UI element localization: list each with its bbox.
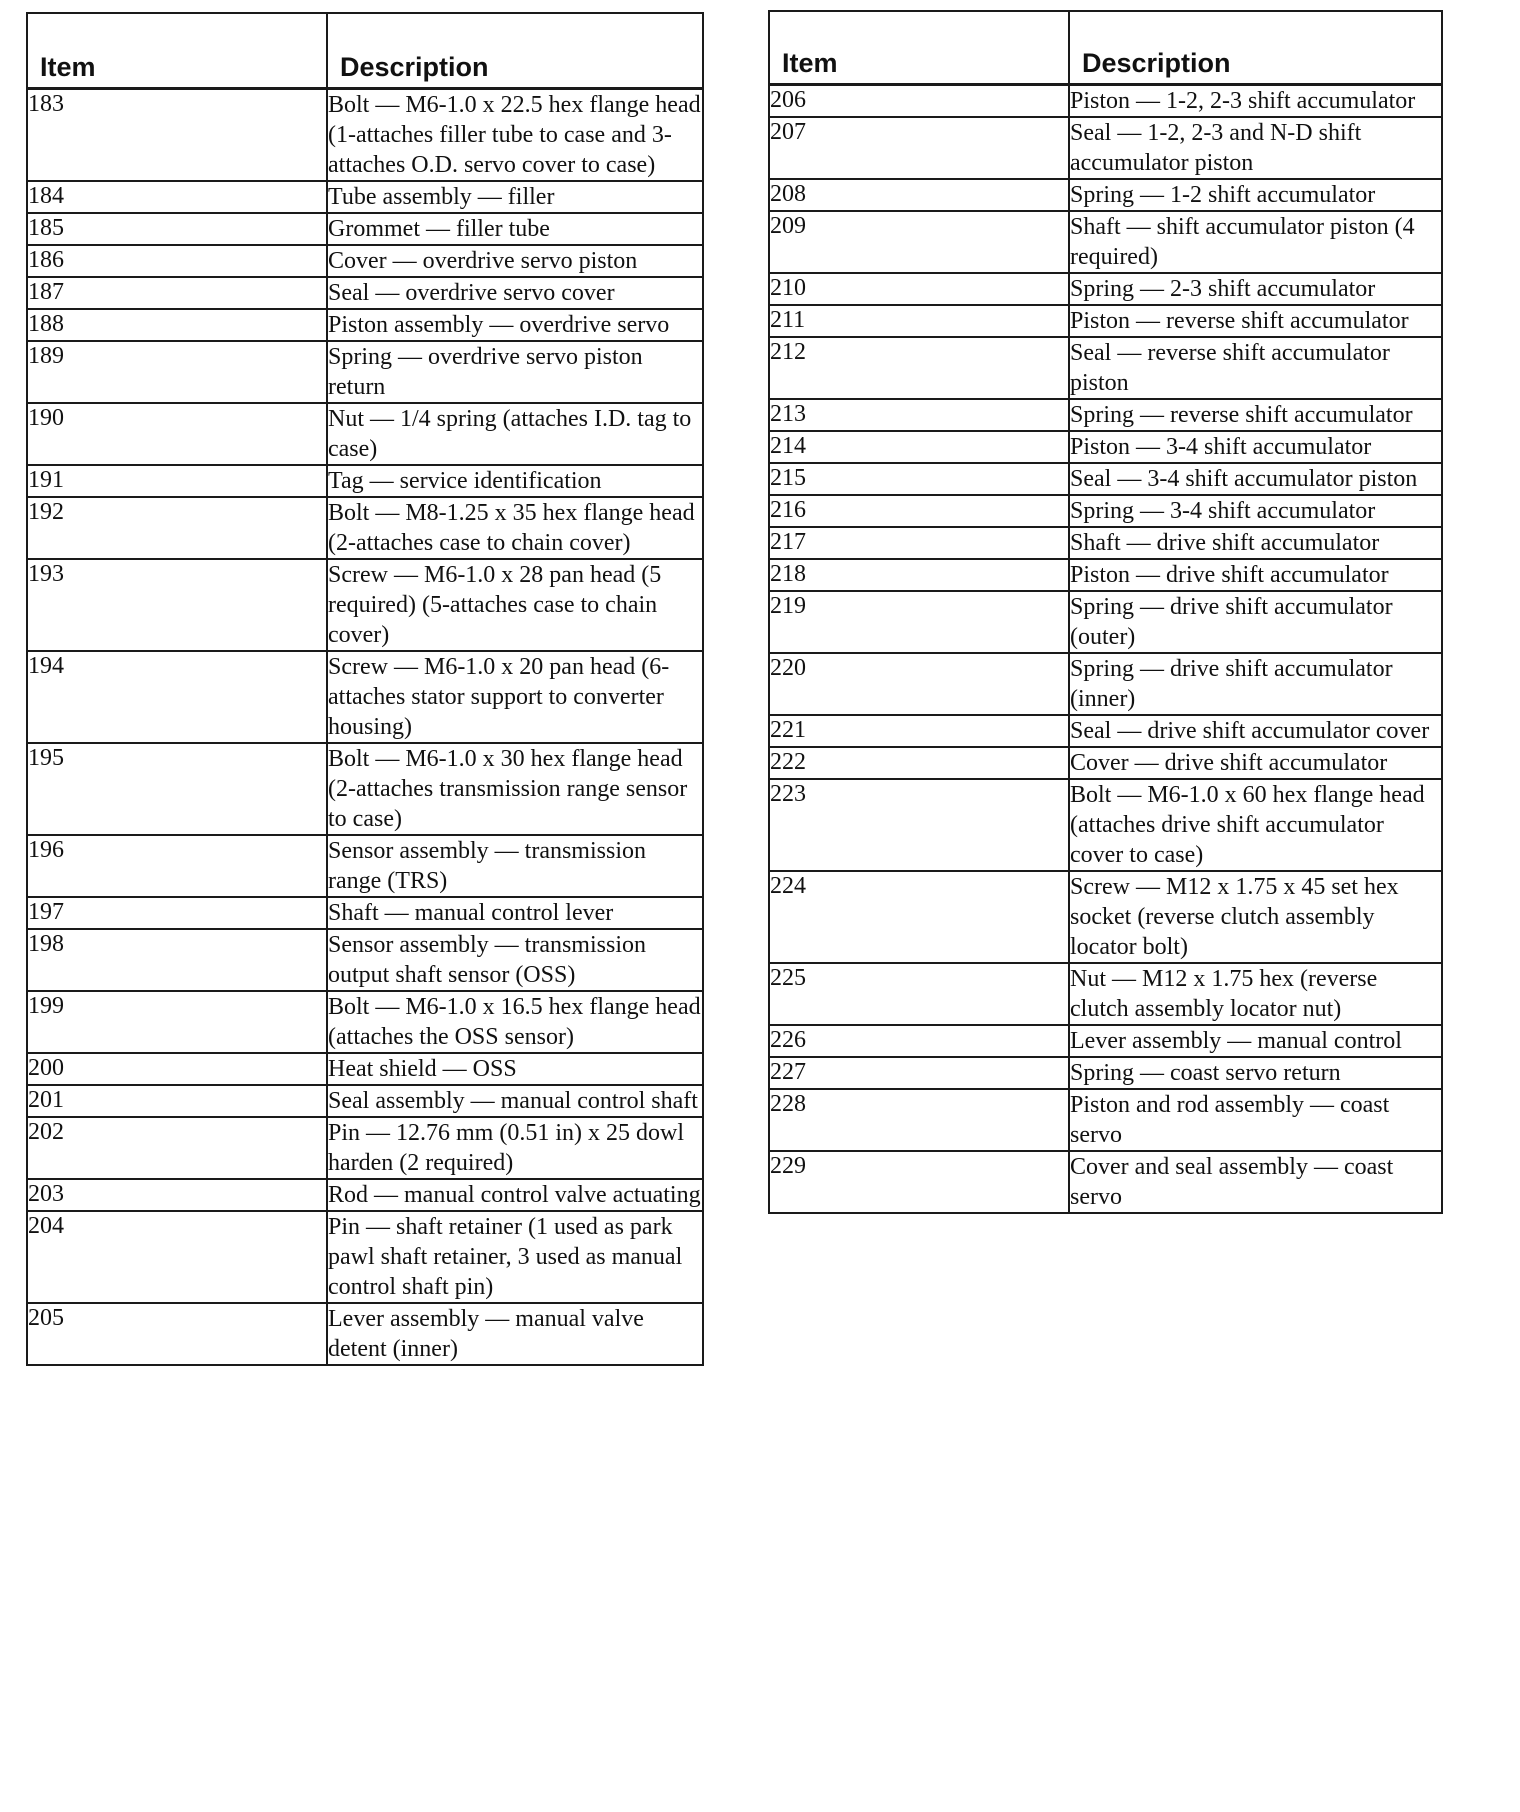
item-number: 196: [27, 835, 327, 897]
item-number: 217: [769, 527, 1069, 559]
parts-table-left: [26, 12, 704, 1366]
table-row: [769, 1151, 1442, 1213]
item-description: Sensor assembly — transmission output shaft sensor (OSS): [327, 929, 703, 991]
item-description: Seal — overdrive servo cover: [327, 277, 703, 309]
table-row: [27, 1179, 703, 1211]
item-number: 187: [27, 277, 327, 309]
item-column-header: Item: [769, 11, 1069, 85]
item-number: 199: [27, 991, 327, 1053]
item-description: Screw — M12 x 1.75 x 45 set hex socket (reverse clutch assembly locator bolt): [1069, 871, 1442, 963]
item-number: 198: [27, 929, 327, 991]
table-row: [27, 651, 703, 743]
item-number: 194: [27, 651, 327, 743]
item-description: Bolt — M6-1.0 x 16.5 hex flange head (attaches the OSS sensor): [327, 991, 703, 1053]
item-description: Bolt — M6-1.0 x 22.5 hex flange head (1-attaches filler tube to case and 3-attaches O.D. servo cover to case): [327, 89, 703, 182]
item-number: 219: [769, 591, 1069, 653]
item-number: 189: [27, 341, 327, 403]
item-description: Shaft — drive shift accumulator: [1069, 527, 1442, 559]
item-description: Seal — 1-2, 2-3 and N-D shift accumulator piston: [1069, 117, 1442, 179]
item-number: 202: [27, 1117, 327, 1179]
item-number: 204: [27, 1211, 327, 1303]
item-description: Seal — reverse shift accumulator piston: [1069, 337, 1442, 399]
table-row: [769, 495, 1442, 527]
table-row: [27, 1211, 703, 1303]
item-description: Piston assembly — overdrive servo: [327, 309, 703, 341]
item-description: Heat shield — OSS: [327, 1053, 703, 1085]
item-number: 227: [769, 1057, 1069, 1089]
item-number: 200: [27, 1053, 327, 1085]
item-description: Rod — manual control valve actuating: [327, 1179, 703, 1211]
item-description: Piston and rod assembly — coast servo: [1069, 1089, 1442, 1151]
item-description: Screw — M6-1.0 x 28 pan head (5 required) (5-attaches case to chain cover): [327, 559, 703, 651]
table-row: [27, 1303, 703, 1365]
item-description: Bolt — M6-1.0 x 30 hex flange head (2-attaches transmission range sensor to case): [327, 743, 703, 835]
item-description: Spring — coast servo return: [1069, 1057, 1442, 1089]
item-description: Spring — 3-4 shift accumulator: [1069, 495, 1442, 527]
item-number: 186: [27, 245, 327, 277]
table-row: [27, 277, 703, 309]
item-description: Tube assembly — filler: [327, 181, 703, 213]
item-description: Screw — M6-1.0 x 20 pan head (6-attaches stator support to converter housing): [327, 651, 703, 743]
item-number: 185: [27, 213, 327, 245]
item-number: 225: [769, 963, 1069, 1025]
table-row: [27, 1117, 703, 1179]
table-row: [27, 497, 703, 559]
item-number: 228: [769, 1089, 1069, 1151]
table-row: [27, 309, 703, 341]
item-number: 211: [769, 305, 1069, 337]
table-row: [27, 403, 703, 465]
item-number: 210: [769, 273, 1069, 305]
item-description: Cover — overdrive servo piston: [327, 245, 703, 277]
table-row: [769, 1025, 1442, 1057]
table-row: [769, 747, 1442, 779]
table-row: [769, 85, 1442, 118]
table-row: [27, 929, 703, 991]
item-number: 195: [27, 743, 327, 835]
header-row: [769, 11, 1442, 85]
table-row: [27, 465, 703, 497]
item-description: Piston — reverse shift accumulator: [1069, 305, 1442, 337]
item-description: Spring — reverse shift accumulator: [1069, 399, 1442, 431]
item-number: 206: [769, 85, 1069, 118]
table-row: [769, 715, 1442, 747]
table-row: [769, 871, 1442, 963]
item-number: 183: [27, 89, 327, 182]
table-row: [769, 211, 1442, 273]
table-row: [27, 835, 703, 897]
item-number: 190: [27, 403, 327, 465]
table-row: [769, 117, 1442, 179]
item-number: 223: [769, 779, 1069, 871]
table-row: [769, 653, 1442, 715]
item-number: 224: [769, 871, 1069, 963]
table-row: [27, 181, 703, 213]
item-number: 213: [769, 399, 1069, 431]
item-description: Pin — 12.76 mm (0.51 in) x 25 dowl harden (2 required): [327, 1117, 703, 1179]
table-row: [27, 559, 703, 651]
item-number: 226: [769, 1025, 1069, 1057]
item-number: 216: [769, 495, 1069, 527]
item-description: Tag — service identification: [327, 465, 703, 497]
table-row: [769, 779, 1442, 871]
item-description: Shaft — shift accumulator piston (4 required): [1069, 211, 1442, 273]
item-number: 201: [27, 1085, 327, 1117]
item-number: 205: [27, 1303, 327, 1365]
table-row: [27, 991, 703, 1053]
parts-table-right: [768, 10, 1443, 1214]
item-number: 208: [769, 179, 1069, 211]
item-number: 222: [769, 747, 1069, 779]
table-row: [769, 273, 1442, 305]
item-description: Cover — drive shift accumulator: [1069, 747, 1442, 779]
table-row: [769, 527, 1442, 559]
table-row: [769, 179, 1442, 211]
table-row: [27, 245, 703, 277]
item-number: 203: [27, 1179, 327, 1211]
item-description: Seal — drive shift accumulator cover: [1069, 715, 1442, 747]
item-number: 184: [27, 181, 327, 213]
item-description: Shaft — manual control lever: [327, 897, 703, 929]
item-description: Seal — 3-4 shift accumulator piston: [1069, 463, 1442, 495]
item-number: 207: [769, 117, 1069, 179]
item-description: Seal assembly — manual control shaft: [327, 1085, 703, 1117]
item-number: 212: [769, 337, 1069, 399]
item-description: Spring — 2-3 shift accumulator: [1069, 273, 1442, 305]
item-number: 215: [769, 463, 1069, 495]
parts-table-right-body: [769, 85, 1442, 1214]
item-description: Spring — 1-2 shift accumulator: [1069, 179, 1442, 211]
item-description: Spring — drive shift accumulator (outer): [1069, 591, 1442, 653]
table-row: [769, 337, 1442, 399]
item-number: 192: [27, 497, 327, 559]
table-row: [769, 1057, 1442, 1089]
item-description: Bolt — M6-1.0 x 60 hex flange head (attaches drive shift accumulator cover to case): [1069, 779, 1442, 871]
item-description: Spring — drive shift accumulator (inner): [1069, 653, 1442, 715]
item-description: Cover and seal assembly — coast servo: [1069, 1151, 1442, 1213]
table-row: [27, 89, 703, 182]
item-description: Piston — 1-2, 2-3 shift accumulator: [1069, 85, 1442, 118]
parts-table-left-body: [27, 89, 703, 1366]
table-row: [769, 399, 1442, 431]
item-number: 197: [27, 897, 327, 929]
item-number: 191: [27, 465, 327, 497]
item-description: Bolt — M8-1.25 x 35 hex flange head (2-attaches case to chain cover): [327, 497, 703, 559]
table-row: [27, 743, 703, 835]
table-row: [769, 559, 1442, 591]
item-number: 209: [769, 211, 1069, 273]
item-number: 229: [769, 1151, 1069, 1213]
item-number: 220: [769, 653, 1069, 715]
table-row: [27, 341, 703, 403]
table-row: [769, 305, 1442, 337]
item-description: Grommet — filler tube: [327, 213, 703, 245]
table-row: [27, 1085, 703, 1117]
header-row: [27, 13, 703, 89]
table-row: [769, 431, 1442, 463]
item-number: 214: [769, 431, 1069, 463]
item-number: 193: [27, 559, 327, 651]
item-number: 188: [27, 309, 327, 341]
description-column-header: Description: [1069, 11, 1442, 85]
item-description: Piston — 3-4 shift accumulator: [1069, 431, 1442, 463]
item-description: Piston — drive shift accumulator: [1069, 559, 1442, 591]
table-row: [27, 897, 703, 929]
item-description: Nut — 1/4 spring (attaches I.D. tag to case): [327, 403, 703, 465]
table-row: [769, 1089, 1442, 1151]
table-row: [769, 591, 1442, 653]
item-description: Lever assembly — manual valve detent (inner): [327, 1303, 703, 1365]
table-row: [27, 213, 703, 245]
item-description: Lever assembly — manual control: [1069, 1025, 1442, 1057]
item-number: 221: [769, 715, 1069, 747]
table-row: [769, 963, 1442, 1025]
item-number: 218: [769, 559, 1069, 591]
description-column-header: Description: [327, 13, 703, 89]
item-description: Sensor assembly — transmission range (TRS): [327, 835, 703, 897]
item-description: Pin — shaft retainer (1 used as park pawl shaft retainer, 3 used as manual control shaft pin): [327, 1211, 703, 1303]
item-column-header: Item: [27, 13, 327, 89]
table-row: [769, 463, 1442, 495]
table-row: [27, 1053, 703, 1085]
item-description: Nut — M12 x 1.75 hex (reverse clutch assembly locator nut): [1069, 963, 1442, 1025]
item-description: Spring — overdrive servo piston return: [327, 341, 703, 403]
